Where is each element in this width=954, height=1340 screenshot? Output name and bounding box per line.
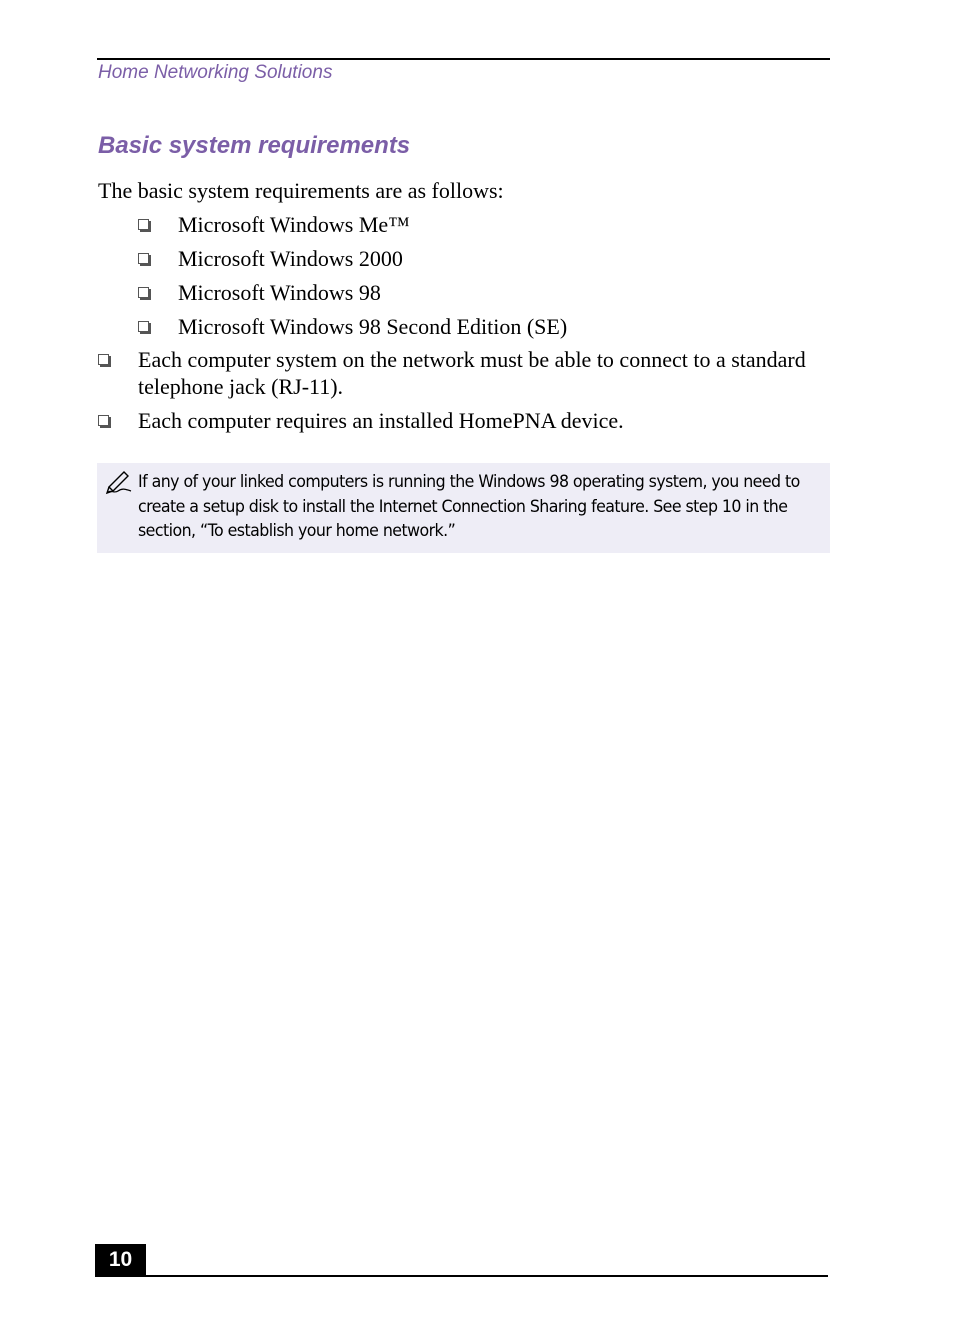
list-item-text: Each computer requires an installed HomePNA device. — [138, 408, 624, 433]
note-box — [97, 463, 830, 553]
list-item — [138, 279, 828, 313]
header-rule — [97, 58, 830, 60]
list-item-text: Each computer system on the network must be able to connect to a standard telephone jack (RJ-11). — [138, 347, 806, 399]
running-header: Home Networking Solutions — [98, 62, 333, 83]
list-item — [138, 313, 828, 347]
section-title: Basic system requirements — [98, 132, 411, 159]
list-item — [138, 211, 828, 245]
list-item-text: Microsoft Windows Me™ — [178, 212, 410, 237]
checkbox-bullet-icon — [138, 287, 149, 298]
list-item — [98, 407, 828, 434]
intro-text: The basic system requirements are as follows: — [98, 178, 504, 203]
pencil-note-icon — [105, 467, 133, 495]
list-item-text: Microsoft Windows 2000 — [178, 246, 403, 271]
list-item — [98, 346, 828, 400]
list-item-text: Microsoft Windows 98 — [178, 280, 381, 305]
checkbox-bullet-icon — [98, 415, 109, 426]
requirements-list — [98, 346, 828, 441]
os-list — [138, 211, 828, 347]
footer-rule — [95, 1275, 828, 1277]
checkbox-bullet-icon — [138, 253, 149, 264]
checkbox-bullet-icon — [138, 321, 149, 332]
checkbox-bullet-icon — [98, 354, 109, 365]
note-text: If any of your linked computers is running the Windows 98 operating system, you need to create a setup disk to install the Internet Connection Sharing feature. See step 10 in the section, “To establish your home network.” — [138, 472, 800, 541]
checkbox-bullet-icon — [138, 219, 149, 230]
page-number: 10 — [95, 1244, 146, 1276]
list-item-text: Microsoft Windows 98 Second Edition (SE) — [178, 314, 568, 339]
list-item — [138, 245, 828, 279]
